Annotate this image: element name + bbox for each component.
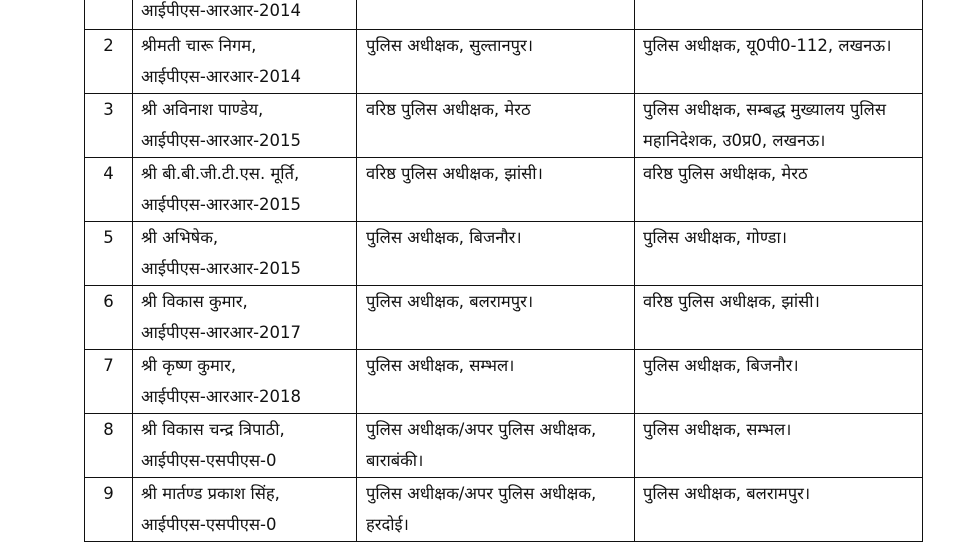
serial-number-cell — [85, 414, 133, 478]
new-posting-cell — [635, 222, 923, 286]
new-posting: पुलिस अधीक्षक, सम्बद्ध मुख्यालय पुलिस — [643, 100, 886, 119]
current-posting: वरिष्ठ पुलिस अधीक्षक, झांसी। — [366, 164, 543, 183]
posting-table — [84, 0, 923, 542]
current-posting-cell — [357, 30, 635, 94]
new-posting: वरिष्ठ पुलिस अधीक्षक, मेरठ — [643, 164, 808, 183]
new-posting-cell — [635, 286, 923, 350]
table-row — [85, 414, 923, 478]
current-posting-continued: हरदोई। — [366, 515, 409, 534]
new-posting-cell — [635, 94, 923, 158]
serial-number-cell — [85, 158, 133, 222]
serial-number-cell — [85, 478, 133, 542]
serial-number: 2 — [103, 36, 114, 55]
current-posting-cell — [357, 94, 635, 158]
officer-cell — [133, 350, 357, 414]
current-posting-cell — [357, 414, 635, 478]
current-posting-cell — [357, 286, 635, 350]
officer-name: श्री अविनाश पाण्डेय, — [141, 100, 264, 119]
new-posting-cell — [635, 478, 923, 542]
officer-name: श्रीमती चारू निगम, — [141, 36, 257, 55]
new-posting: पुलिस अधीक्षक, सम्भल। — [643, 420, 792, 439]
current-posting: पुलिस अधीक्षक, सुल्तानपुर। — [366, 36, 533, 55]
officer-service: आईपीएस-आरआर-2014 — [141, 67, 302, 86]
serial-number-cell — [85, 0, 133, 30]
table-row — [85, 0, 923, 30]
officer-name: श्री विकास कुमार, — [141, 292, 248, 311]
table-row — [85, 222, 923, 286]
current-posting-cell — [357, 222, 635, 286]
serial-number: 6 — [103, 292, 114, 311]
serial-number: 7 — [103, 356, 114, 375]
new-posting-cell — [635, 414, 923, 478]
new-posting-cell — [635, 350, 923, 414]
new-posting: पुलिस अधीक्षक, बलरामपुर। — [643, 484, 811, 503]
officer-cell — [133, 30, 357, 94]
table-row — [85, 94, 923, 158]
new-posting: वरिष्ठ पुलिस अधीक्षक, झांसी। — [643, 292, 820, 311]
officer-cell — [133, 478, 357, 542]
serial-number: 3 — [103, 100, 114, 119]
officer-name: श्री अभिषेक, — [141, 228, 219, 247]
officer-service: आईपीएस-आरआर-2015 — [141, 259, 302, 278]
serial-number-cell — [85, 222, 133, 286]
serial-number-cell — [85, 286, 133, 350]
table-row — [85, 478, 923, 542]
officer-service: आईपीएस-आरआर-2014 — [141, 1, 302, 20]
table-row — [85, 286, 923, 350]
current-posting-cell — [357, 350, 635, 414]
officer-cell — [133, 286, 357, 350]
serial-number: 8 — [103, 420, 114, 439]
officer-cell — [133, 158, 357, 222]
current-posting-continued: बाराबंकी। — [366, 451, 424, 470]
officer-service: आईपीएस-आरआर-2015 — [141, 195, 302, 214]
officer-service: आईपीएस-आरआर-2015 — [141, 131, 302, 150]
table-row — [85, 350, 923, 414]
officer-service: आईपीएस-आरआर-2017 — [141, 323, 302, 342]
officer-service: आईपीएस-एसपीएस-0 — [141, 451, 277, 470]
serial-number: 4 — [103, 164, 114, 183]
new-posting-cell — [635, 30, 923, 94]
current-posting: पुलिस अधीक्षक/अपर पुलिस अधीक्षक, — [366, 484, 597, 503]
current-posting: पुलिस अधीक्षक/अपर पुलिस अधीक्षक, — [366, 420, 597, 439]
new-posting-continued: महानिदेशक, उ0प्र0, लखनऊ। — [643, 131, 826, 150]
serial-number-cell — [85, 94, 133, 158]
current-posting: पुलिस अधीक्षक, बिजनौर। — [366, 228, 522, 247]
officer-service: आईपीएस-आरआर-2018 — [141, 387, 302, 406]
officer-cell — [133, 94, 357, 158]
current-posting-cell — [357, 478, 635, 542]
officer-cell — [133, 414, 357, 478]
current-posting-cell — [357, 158, 635, 222]
officer-cell — [133, 0, 357, 30]
officer-service: आईपीएस-एसपीएस-0 — [141, 515, 277, 534]
new-posting: पुलिस अधीक्षक, गोण्डा। — [643, 228, 788, 247]
current-posting: पुलिस अधीक्षक, सम्भल। — [366, 356, 515, 375]
serial-number: 9 — [103, 484, 114, 503]
officer-cell — [133, 222, 357, 286]
new-posting-cell — [635, 158, 923, 222]
current-posting: पुलिस अधीक्षक, बलरामपुर। — [366, 292, 534, 311]
serial-number-cell — [85, 350, 133, 414]
officer-name: श्री मार्तण्ड प्रकाश सिंह, — [141, 484, 280, 503]
serial-number: 5 — [103, 228, 114, 247]
new-posting: पुलिस अधीक्षक, बिजनौर। — [643, 356, 799, 375]
officer-name: श्री बी.बी.जी.टी.एस. मूर्ति, — [141, 164, 300, 183]
officer-name: श्री कृष्ण कुमार, — [141, 356, 237, 375]
current-posting: वरिष्ठ पुलिस अधीक्षक, मेरठ — [366, 100, 531, 119]
table-row — [85, 158, 923, 222]
new-posting: पुलिस अधीक्षक, यू0पी0-112, लखनऊ। — [643, 36, 892, 55]
serial-number-cell — [85, 30, 133, 94]
officer-name: श्री विकास चन्द्र त्रिपाठी, — [141, 420, 285, 439]
table-row — [85, 30, 923, 94]
new-posting-cell — [635, 0, 923, 30]
current-posting-cell — [357, 0, 635, 30]
